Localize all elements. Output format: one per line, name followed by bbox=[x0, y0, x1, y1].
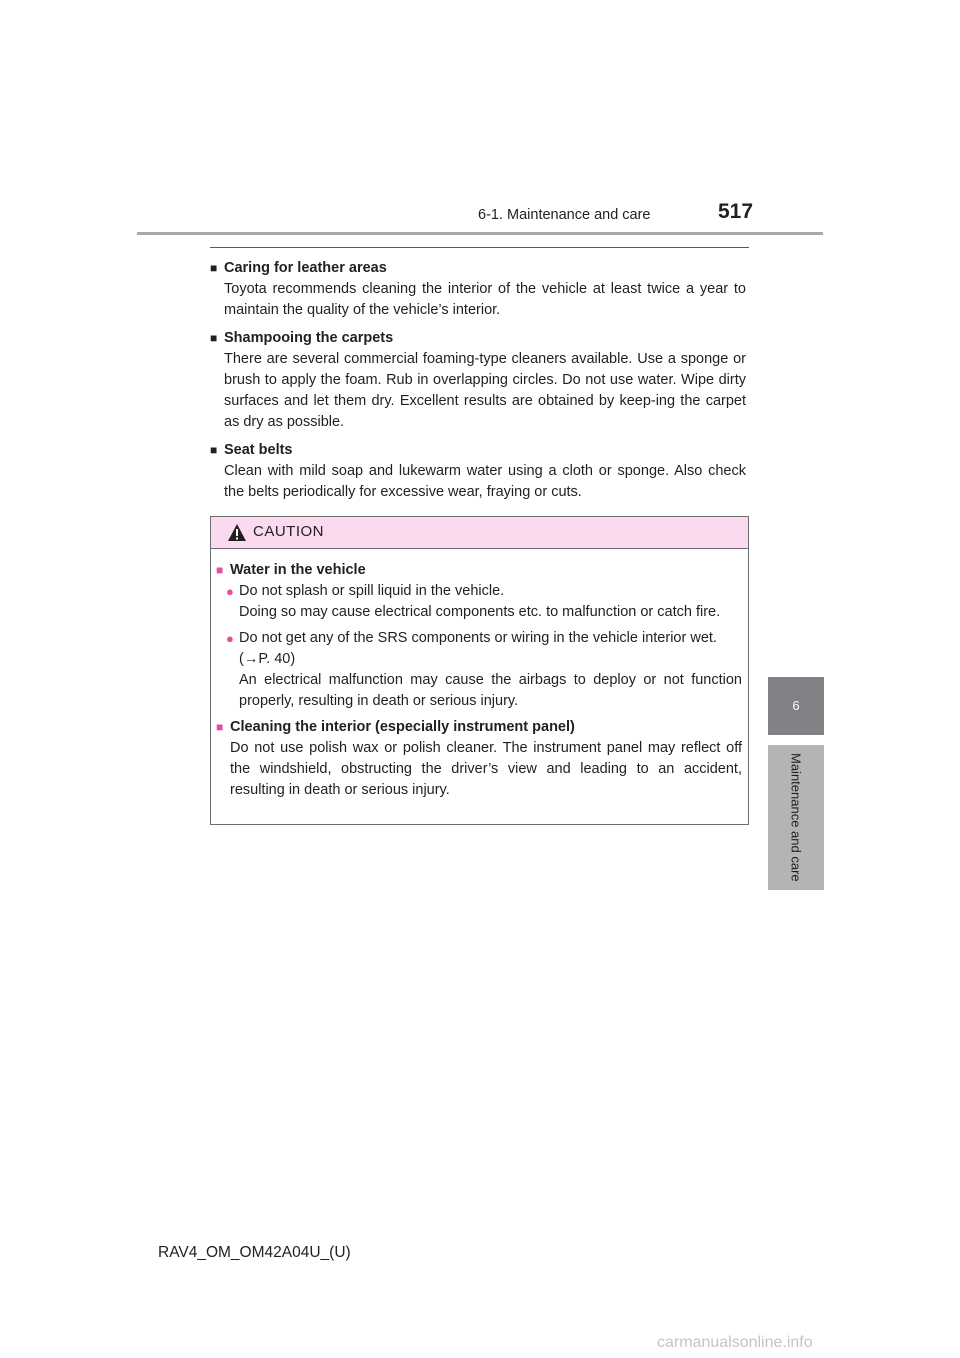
caution-label: CAUTION bbox=[253, 523, 324, 540]
header-section-title: 6-1. Maintenance and care bbox=[478, 207, 651, 223]
chapter-tab-label[interactable] bbox=[768, 745, 824, 890]
square-bullet-icon: ■ bbox=[216, 563, 224, 577]
watermark: carmanualsonline.info bbox=[657, 1334, 813, 1351]
square-bullet-icon: ■ bbox=[216, 720, 224, 734]
circle-bullet-icon: ● bbox=[226, 631, 234, 646]
chapter-tab-number[interactable]: 6 bbox=[768, 677, 824, 735]
caution-header bbox=[211, 517, 748, 549]
page-number: 517 bbox=[718, 200, 754, 223]
warning-triangle-icon bbox=[227, 523, 247, 542]
caution-section-title: ■ Water in the vehicle bbox=[216, 560, 742, 581]
caution-body bbox=[211, 549, 748, 801]
footer-manual-code: RAV4_OM_OM42A04U_(U) bbox=[158, 1244, 351, 1261]
content-divider bbox=[210, 247, 749, 248]
section-carpets bbox=[210, 328, 746, 433]
section-leather bbox=[210, 258, 746, 321]
section-title: Caring for leather areas bbox=[224, 260, 387, 276]
section-seat-belts bbox=[210, 440, 746, 503]
main-content bbox=[210, 258, 746, 510]
caution-section-body: Do not use polish wax or polish cleaner. The instrument panel may reflect off the windshield, obstructing the driver’s view and leading to an accident, resulting in death or serious injury. bbox=[230, 740, 742, 798]
caution-item: ● Do not get any of the SRS components or wiring in the vehicle interior wet. (→P. 40) An electrical malfunction may cause the airbags to deploy or not function properly, resulting in death or serious injury. bbox=[226, 630, 742, 709]
section-title: Seat belts bbox=[224, 442, 293, 458]
caution-section-title: ■ Cleaning the interior (especially instrument panel) bbox=[216, 717, 742, 738]
section-body: Toyota recommends cleaning the interior of the vehicle at least twice a year to maintain the quality of the vehicle’s interior. bbox=[224, 281, 746, 318]
caution-item: ● Do not splash or spill liquid in the vehicle. Doing so may cause electrical components etc. to malfunction or catch fire. bbox=[226, 583, 721, 620]
section-title: Shampooing the carpets bbox=[224, 330, 394, 346]
square-bullet-icon: ■ bbox=[210, 261, 218, 275]
section-body: Clean with mild soap and lukewarm water using a cloth or sponge. Also check the belts periodically for excessive wear, fraying or cuts. bbox=[224, 463, 746, 500]
header-divider bbox=[137, 232, 823, 235]
square-bullet-icon: ■ bbox=[210, 443, 218, 457]
circle-bullet-icon: ● bbox=[226, 584, 234, 599]
caution-box bbox=[210, 516, 749, 825]
section-body: There are several commercial foaming-type cleaners available. Use a sponge or brush to apply the foam. Rub in overlapping circles. Do not use water. Wipe dirty surfaces and let them dry. Excellent results are obtained by keep-ing the carpet as dry as possible. bbox=[224, 351, 746, 430]
square-bullet-icon: ■ bbox=[210, 331, 218, 345]
chapter-tab-title: Maintenance and care bbox=[788, 753, 804, 882]
page-reference-link[interactable]: (→P. 40) bbox=[239, 651, 296, 667]
